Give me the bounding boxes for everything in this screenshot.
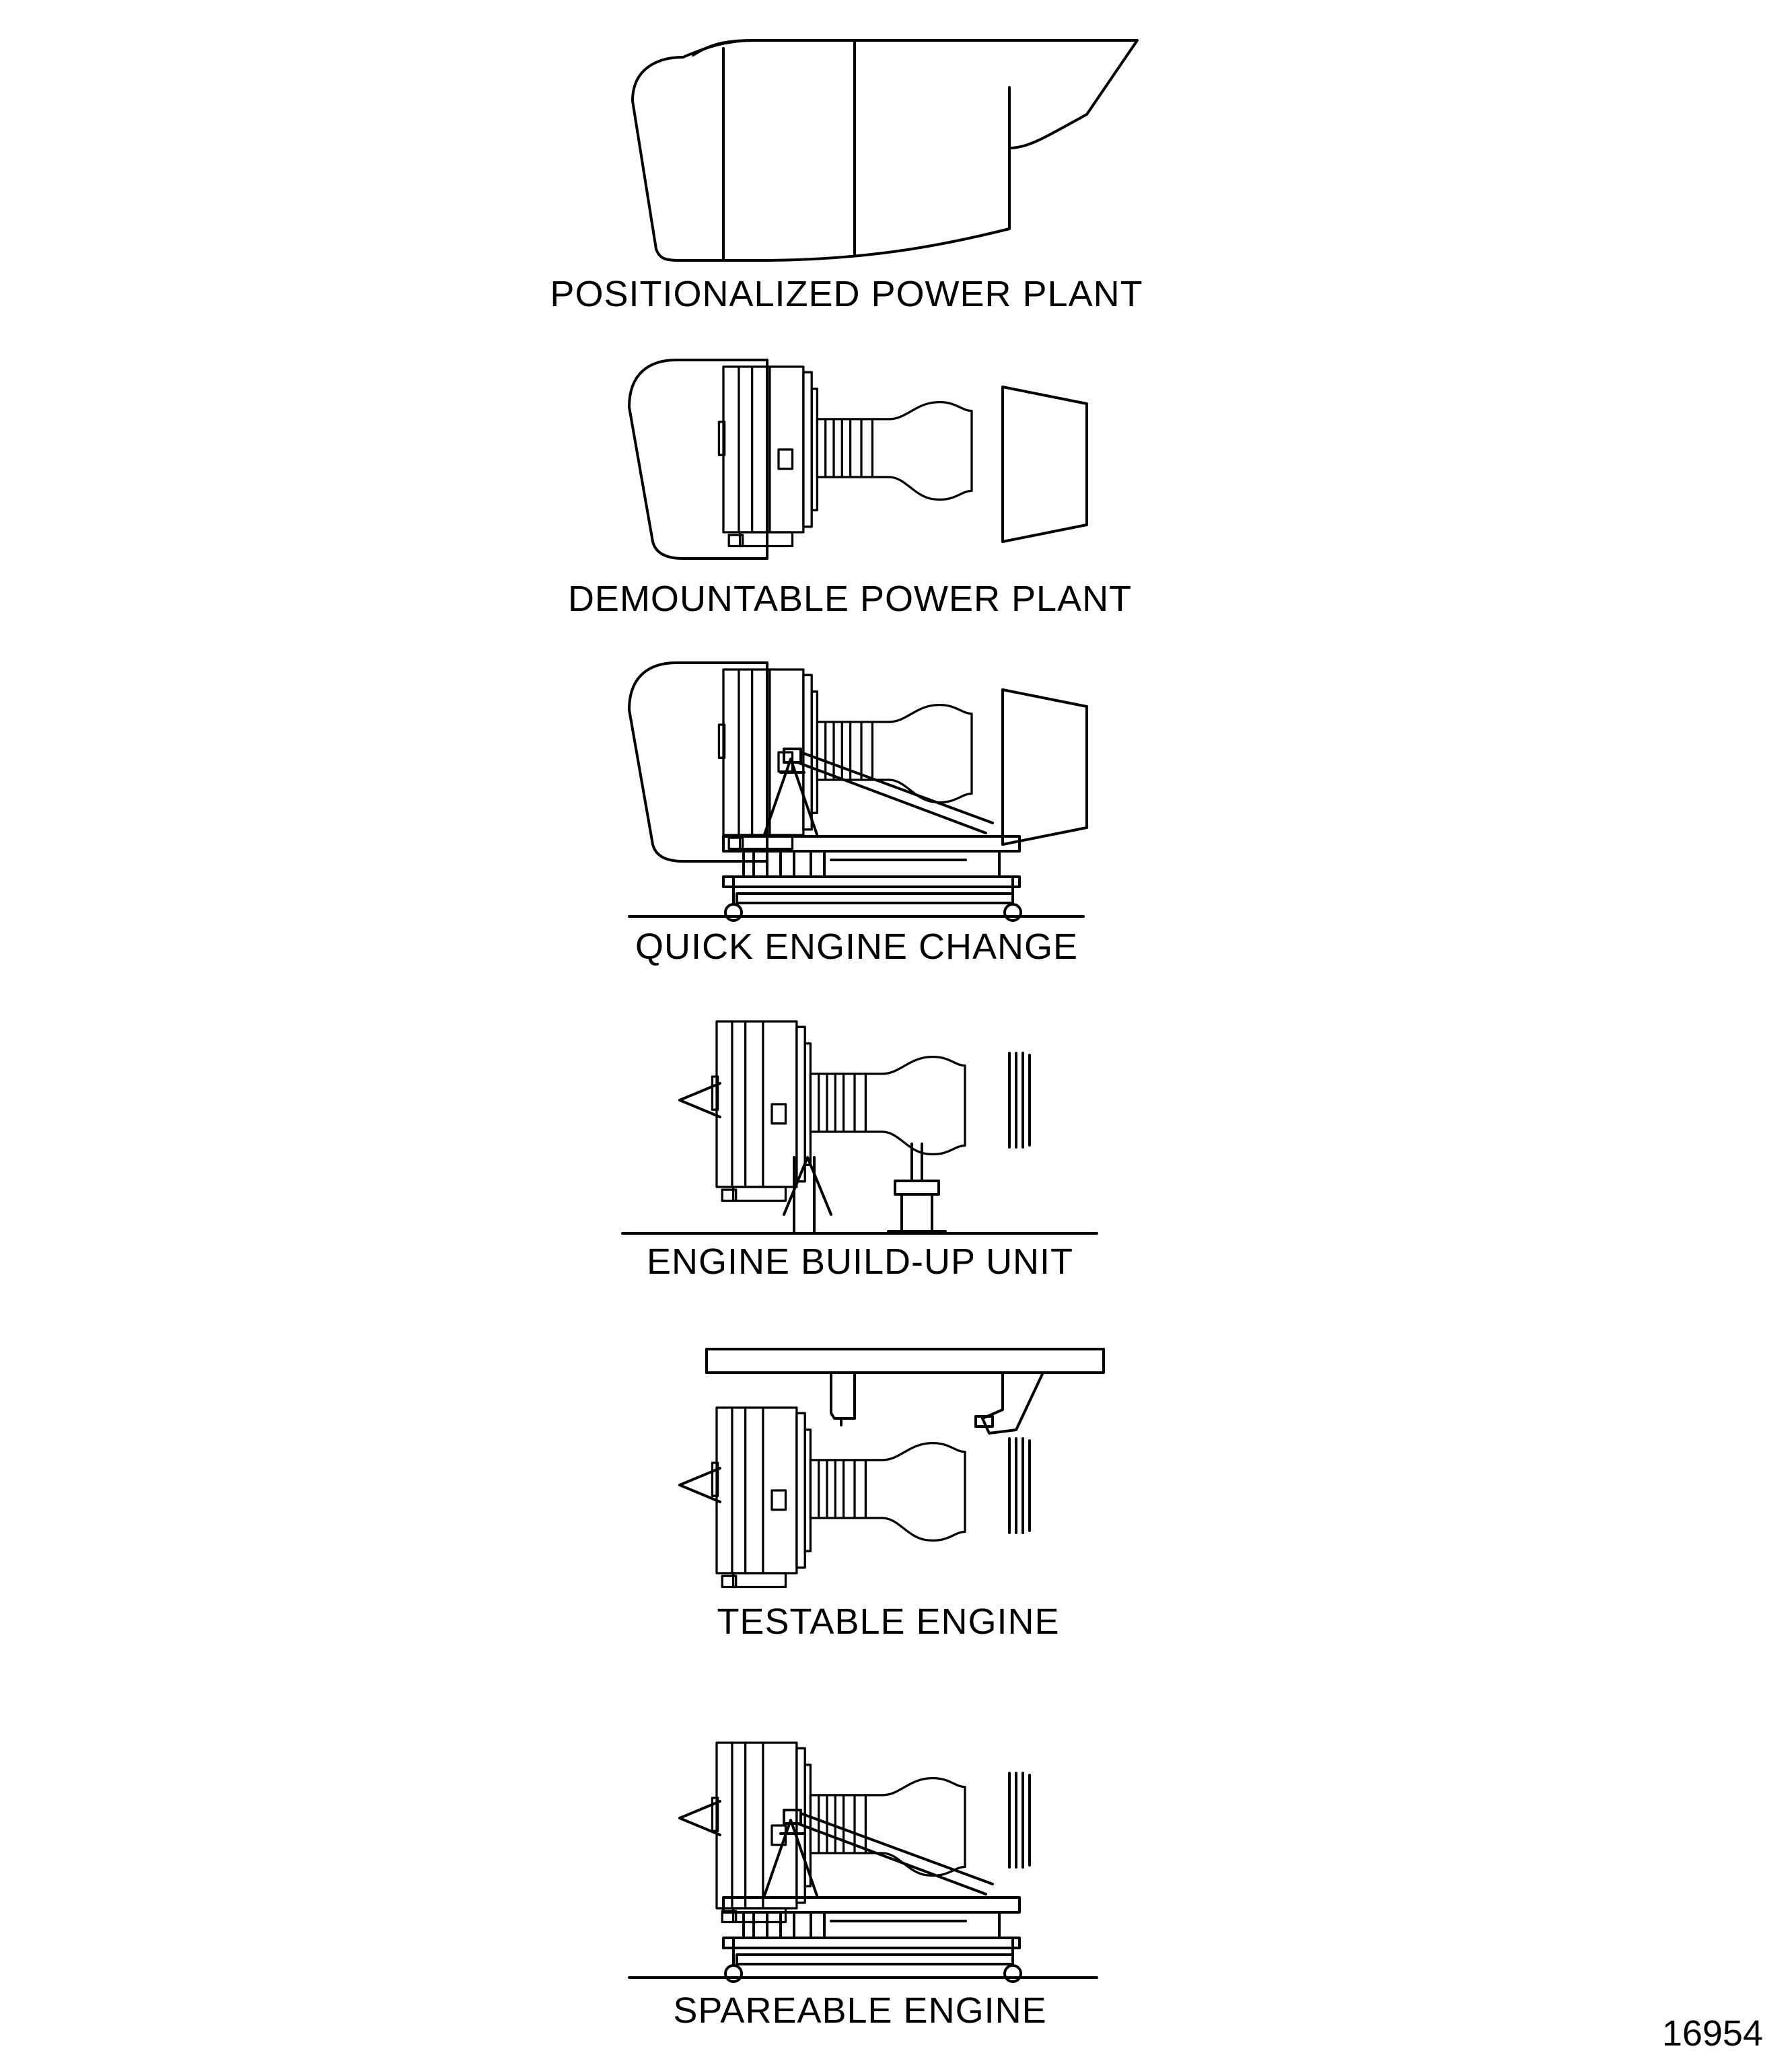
- label-quick-engine-change: QUICK ENGINE CHANGE: [635, 927, 1079, 967]
- label-positionalized-power-plant: POSITIONALIZED POWER PLANT: [550, 274, 1143, 314]
- quick-engine-change-figure: [629, 663, 1087, 920]
- positionalized-power-plant-figure: [633, 40, 1137, 260]
- figure-number: 16954: [1661, 2013, 1763, 2054]
- demountable-power-plant-figure: [629, 360, 1087, 558]
- spareable-engine-figure: [629, 1743, 1097, 1982]
- label-engine-build-up-unit: ENGINE BUILD-UP UNIT: [646, 1241, 1074, 1282]
- label-demountable-power-plant: DEMOUNTABLE POWER PLANT: [567, 579, 1133, 619]
- engine-build-up-unit-figure: [622, 1021, 1097, 1233]
- testable-engine-figure: [680, 1349, 1104, 1587]
- label-testable-engine: TESTABLE ENGINE: [717, 1601, 1060, 1642]
- label-spareable-engine: SPAREABLE ENGINE: [673, 1990, 1047, 2031]
